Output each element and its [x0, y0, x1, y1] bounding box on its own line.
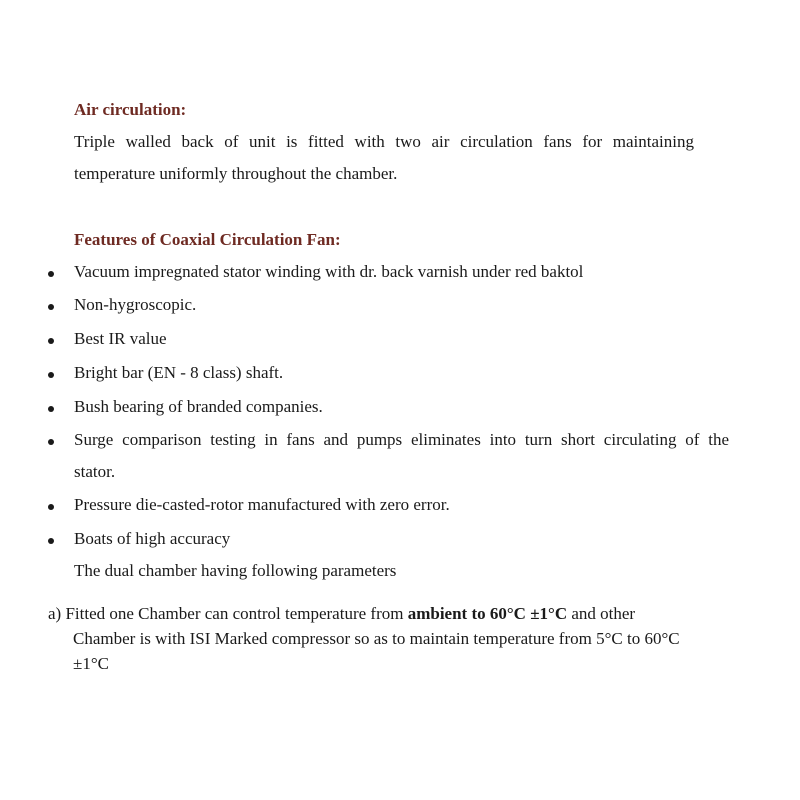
parameter-a-prefix: a) Fitted one Chamber can control temperature from [48, 604, 408, 623]
bullet-icon [48, 369, 58, 379]
bullet-icon [48, 436, 58, 446]
bullet-icon [48, 301, 58, 311]
parameter-a-paragraph [48, 601, 748, 676]
parameter-a-line-2: Chamber is with ISI Marked compressor so as to maintain temperature from 5°C to 60°C [73, 629, 680, 648]
list-item-text: Non-hygroscopic. [74, 295, 197, 314]
list-item-text: Bush bearing of branded companies. [74, 397, 323, 416]
parameter-a-suffix: and other [567, 604, 636, 623]
list-item-text: Boats of high accuracy [74, 529, 231, 548]
air-circulation-text-1: Triple walled back of unit is fitted with two air circulation fans for maintaining [74, 132, 694, 151]
bullet-icon [48, 403, 58, 413]
dual-chamber-note: The dual chamber having following parameters [74, 561, 397, 580]
bullet-icon [48, 535, 58, 545]
list-item-text: Pressure die-casted-rotor manufactured with zero error. [74, 495, 450, 514]
list-item-text: Best IR value [74, 329, 167, 348]
list-item-text: Bright bar (EN - 8 class) shaft. [74, 363, 284, 382]
features-heading: Features of Coaxial Circulation Fan: [74, 230, 341, 249]
bullet-icon [48, 501, 58, 511]
parameter-a-line-1 [48, 601, 748, 626]
bullet-icon [48, 335, 58, 345]
list-item-text [74, 430, 729, 450]
air-circulation-line-1 [74, 132, 694, 152]
list-item-text: Vacuum impregnated stator winding with dr. back varnish under red baktol [74, 262, 584, 281]
list-item-text-line: Surge comparison testing in fans and pumps eliminates into turn short circulating of the [74, 430, 729, 449]
list-item-continuation: stator. [74, 462, 116, 481]
bullet-icon [48, 268, 58, 278]
air-circulation-line-2: temperature uniformly throughout the chamber. [74, 164, 398, 183]
parameter-a-line-3: ±1°C [73, 654, 109, 673]
parameter-a-bold: ambient to 60°C ±1°C [407, 604, 568, 623]
air-circulation-heading: Air circulation: [74, 100, 187, 119]
